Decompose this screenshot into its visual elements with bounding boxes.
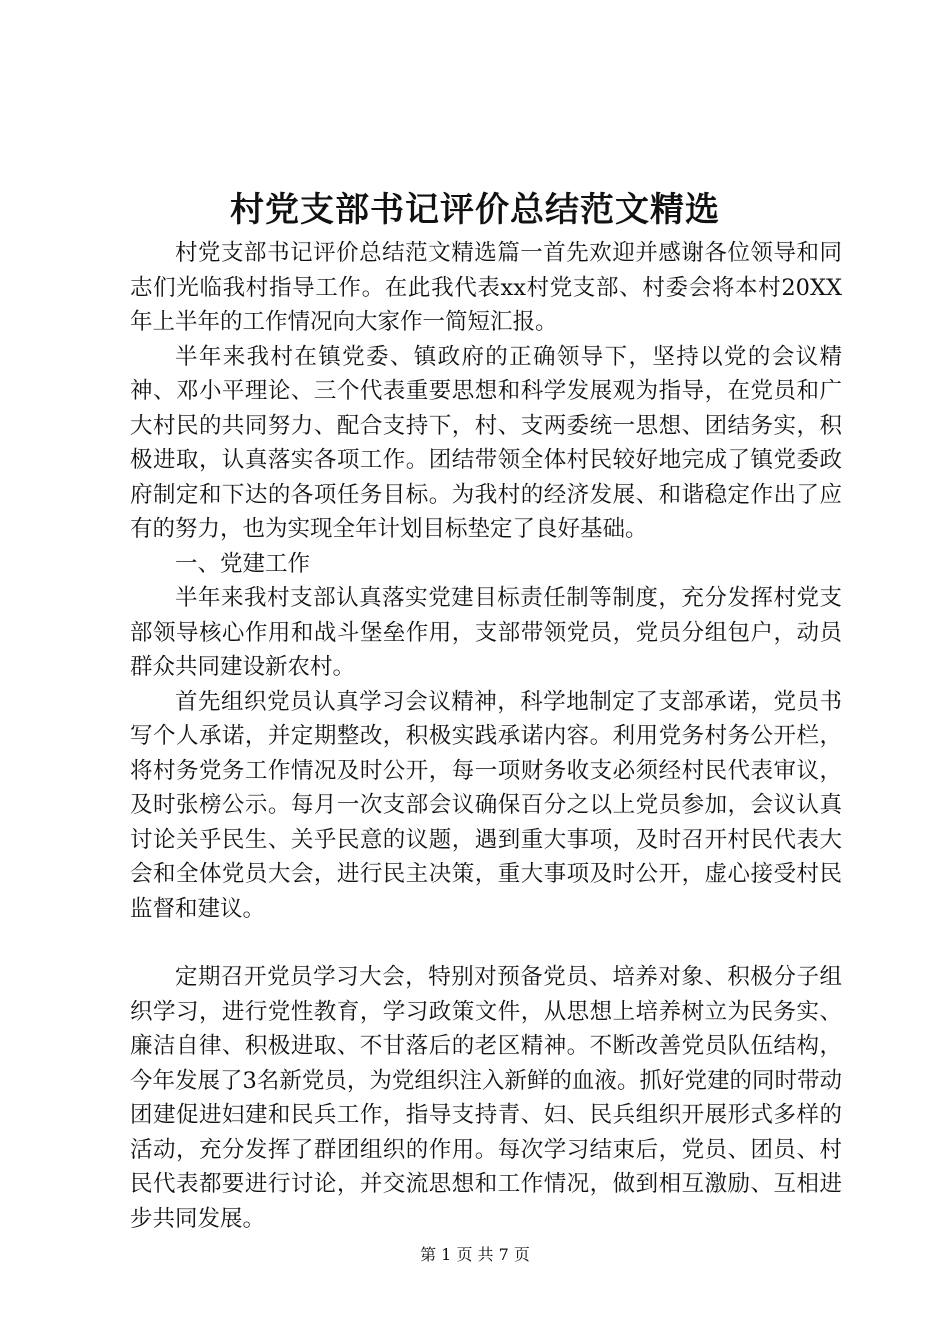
paragraph-overview: 半年来我村在镇党委、镇政府的正确领导下，坚持以党的会议精神、邓小平理论、三个代表重要思想和科学发展观为指导，在党员和广大村民的共同努力、配合支持下，村、支两委统一思想、团结务实，积极进取，认真落实各项工作。团结带领全体村民较好地完成了镇党委政府制定和下达的各项任务目标。为我村的经济发展、和谐稳定作出了应有的努力，也为实现全年计划目标垫定了良好基础。 xyxy=(130,343,842,542)
document-title: 村党支部书记评价总结范文精选 xyxy=(230,190,720,230)
paragraph-party-responsibility: 半年来我村支部认真落实党建目标责任制等制度，充分发挥村党支部领导核心作用和战斗堡垒作用，支部带领党员，党员分组包户，动员群众共同建设新农村。 xyxy=(130,585,842,680)
page-number-footer: 第 1 页 共 7 页 xyxy=(420,1245,530,1264)
document-body xyxy=(130,236,842,1236)
section-heading-party-building: 一、党建工作 xyxy=(175,550,311,577)
paragraph-party-study: 定期召开党员学习大会，特别对预备党员、培养对象、积极分子组织学习，进行党性教育，学习政策文件，从思想上培养树立为民务实、廉洁自律、积极进取、不甘落后的老区精神。不断改善党员队伍结构，今年发展了3名新党员，为党组织注入新鲜的血液。抓好党建的同时带动团建促进妇建和民兵工作，指导支持青、妇、民兵组织开展形式多样的活动，充分发挥了群团组织的作用。每次学习结束后，党员、团员、村民代表都要进行讨论，并交流思想和工作情况，做到相互激励、互相进步共同发展。 xyxy=(130,964,842,1232)
paragraph-intro: 村党支部书记评价总结范文精选篇一首先欢迎并感谢各位领导和同志们光临我村指导工作。在此我代表xx村党支部、村委会将本村20XX年上半年的工作情况向大家作一简短汇报。 xyxy=(130,240,842,335)
paragraph-party-commitment: 首先组织党员认真学习会议精神，科学地制定了支部承诺，党员书写个人承诺，并定期整改，积极实践承诺内容。利用党务村务公开栏，将村务党务工作情况及时公开，每一项财务收支必须经村民代表审议，及时张榜公示。每月一次支部会议确保百分之以上党员参加，会议认真讨论关乎民生、关乎民意的议题，遇到重大事项，及时召开村民代表大会和全体党员大会，进行民主决策，重大事项及时公开，虚心接受村民监督和建议。 xyxy=(130,688,842,922)
